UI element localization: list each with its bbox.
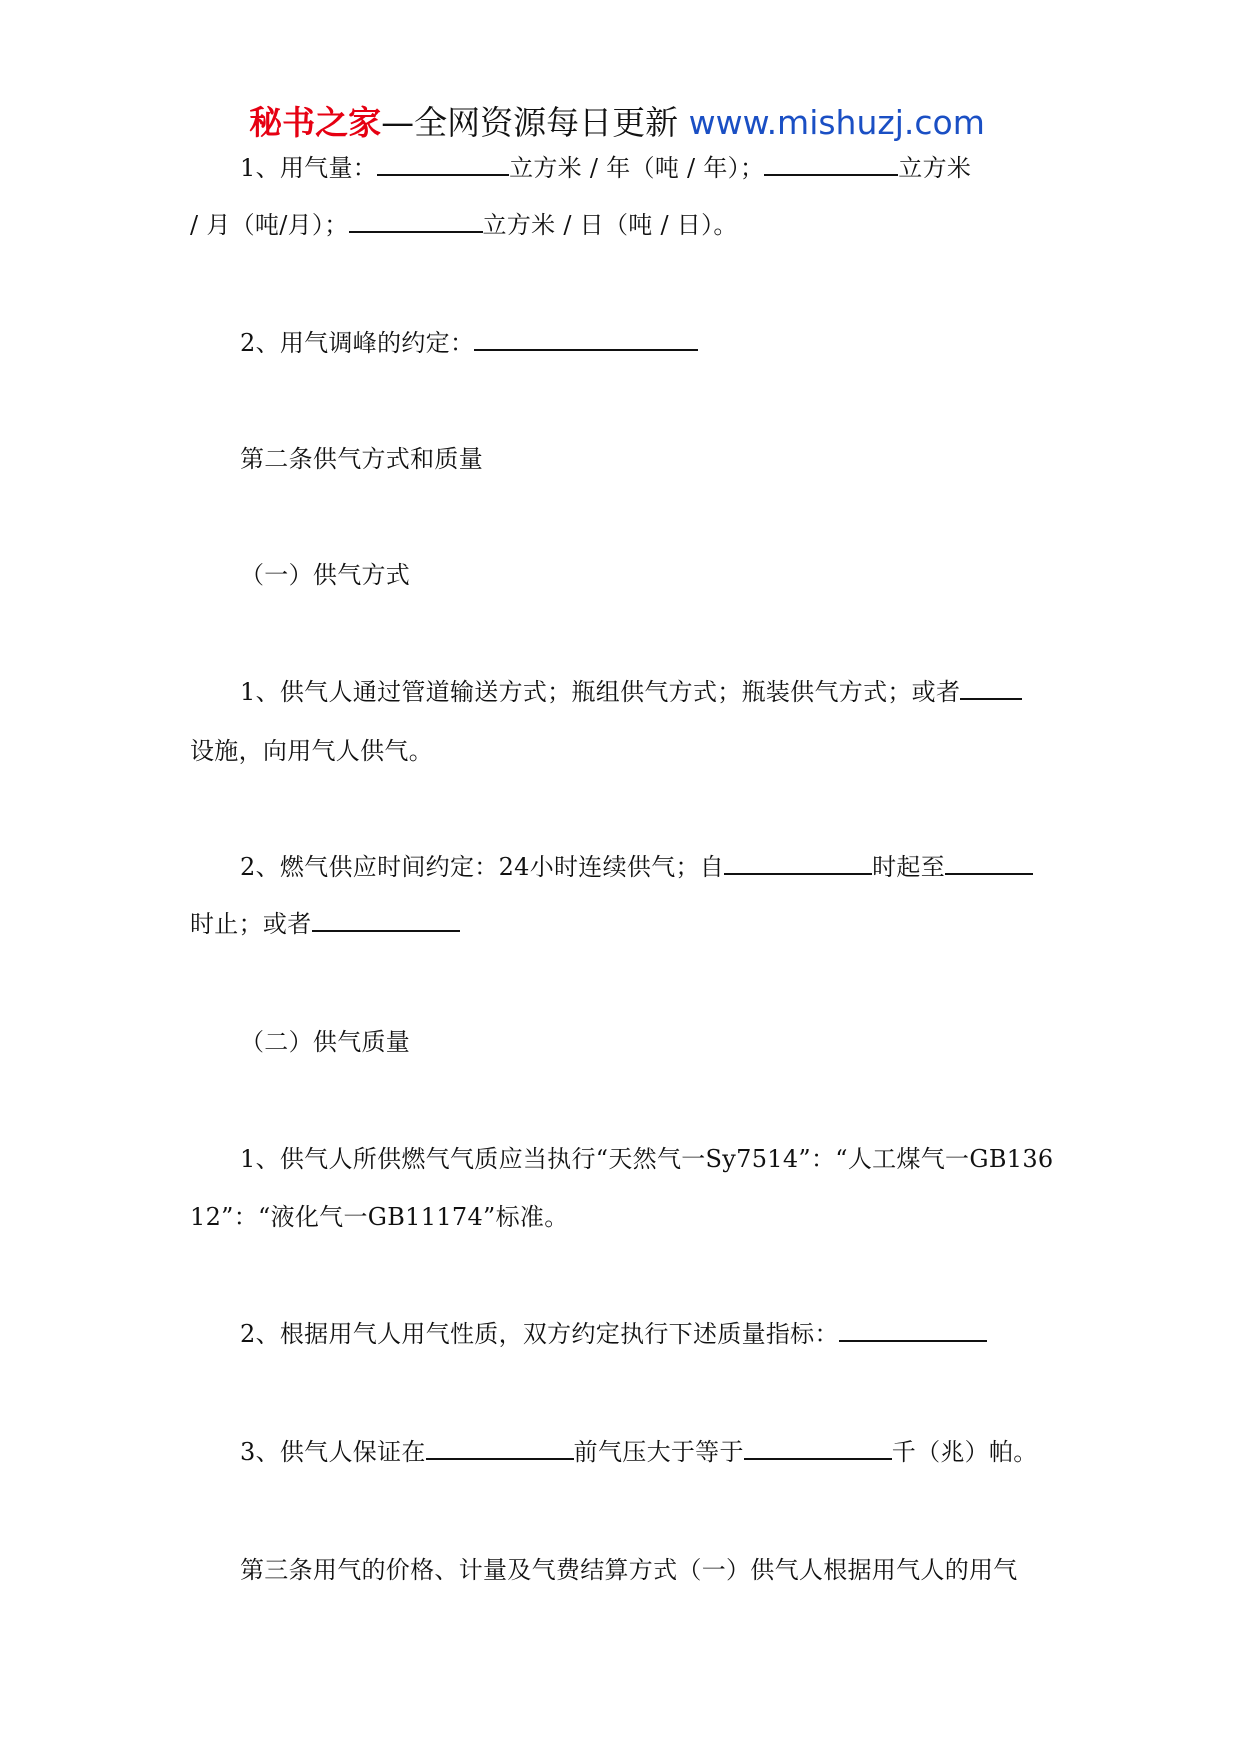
article-heading: 第三条用气的价格、计量及气费结算方式（一）供气人根据用气人的用气 [240, 1556, 1018, 1584]
text-run: 3、供气人保证在 [240, 1438, 426, 1466]
text-run: 立方米 / 年（吨 / 年）； [509, 154, 765, 182]
blank-field [377, 152, 509, 176]
blank-field [426, 1436, 574, 1460]
blank-field [744, 1436, 892, 1460]
gas-volume-line-cont [190, 207, 738, 243]
blank-field [349, 209, 483, 233]
site-brand: 秘书之家 [249, 103, 382, 142]
text-run: 2、燃气供应时间约定：24小时连续供气；自 [240, 853, 725, 881]
supply-time-line [240, 849, 1033, 885]
peak-regulation-line [240, 325, 698, 361]
blank-field [724, 851, 872, 875]
text-run: 千（兆）帕。 [891, 1438, 1038, 1466]
quality-standard-line: 1、供气人所供燃气气质应当执行“天然气一Sy7514”：“人工煤气一GB136 [240, 1145, 1054, 1173]
site-slogan: —全网资源每日更新 [381, 103, 679, 142]
text-run: 立方米 / 日（吨 / 日）。 [482, 211, 738, 239]
quality-index-line [240, 1316, 987, 1352]
blank-field [764, 152, 898, 176]
quality-standard-line-cont: 12”：“液化气一GB11174”标准。 [190, 1203, 569, 1231]
text-run: 时止；或者 [190, 910, 312, 938]
text-run: 2、根据用气人用气性质，双方约定执行下述质量指标： [240, 1320, 839, 1348]
blank-field [474, 327, 698, 351]
blank-field [839, 1318, 987, 1342]
supply-method-line-cont: 设施，向用气人供气。 [190, 737, 433, 765]
pressure-line [240, 1434, 1038, 1470]
blank-field [312, 908, 460, 932]
text-run: 前气压大于等于 [573, 1438, 744, 1466]
site-header [0, 98, 1234, 148]
section-heading: （一）供气方式 [240, 561, 411, 589]
blank-field [960, 676, 1022, 700]
site-url-link[interactable]: www.mishuzj.com [688, 103, 985, 142]
article-heading: 第二条供气方式和质量 [240, 445, 483, 473]
text-run: 1、用气量： [240, 154, 378, 182]
section-heading: （二）供气质量 [240, 1028, 411, 1056]
text-run: 立方米 [898, 154, 972, 182]
text-run: 2、用气调峰的约定： [240, 329, 475, 357]
blank-field [945, 851, 1033, 875]
gas-volume-line [240, 150, 971, 186]
text-run: / 月（吨/月）； [190, 211, 349, 239]
supply-time-line-cont [190, 906, 460, 942]
text-run: 时起至 [872, 853, 946, 881]
supply-method-line [240, 674, 1022, 710]
text-run: 1、供气人通过管道输送方式；瓶组供气方式；瓶装供气方式；或者 [240, 678, 961, 706]
